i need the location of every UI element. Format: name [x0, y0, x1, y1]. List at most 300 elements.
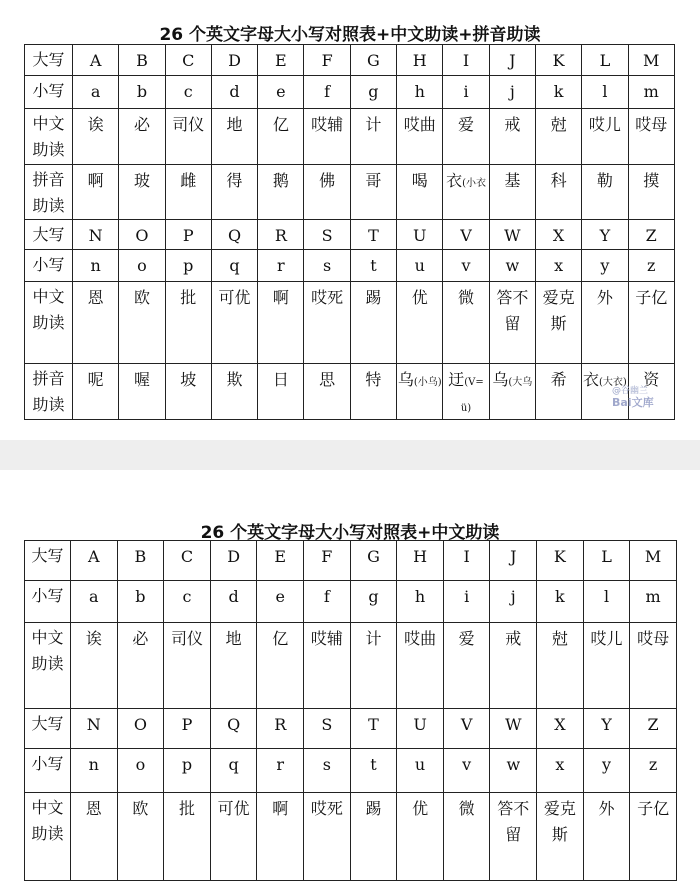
top-chart-title: 26 个英文字母大小写对照表+中文助读+拼音助读 [159, 25, 541, 45]
cell-text: q [228, 755, 239, 774]
cell-note: (大衣) [599, 377, 627, 388]
chinese-reading-cell [537, 793, 584, 881]
cell-text: 爱 [458, 629, 475, 648]
chinese-reading-cell [535, 282, 581, 364]
cell-text: a [90, 82, 101, 101]
lowercase-letter-cell [350, 581, 397, 623]
lowercase-letter-cell [257, 581, 304, 623]
cell-text: 诶 [87, 115, 104, 134]
cell-text: 优 [412, 799, 429, 818]
cell-text: 地 [226, 115, 243, 134]
cell-text: 欺 [226, 370, 243, 389]
pinyin-reading-cell [211, 364, 257, 420]
cell-text: P [181, 715, 193, 734]
cell-text: c [182, 587, 192, 606]
uppercase-letter-cell [258, 220, 304, 250]
pinyin-reading-cell [582, 165, 628, 220]
cell-text: 尅 [551, 629, 568, 648]
lowercase-letter-cell [443, 250, 489, 282]
lowercase-letter-cell [397, 749, 444, 793]
pinyin-reading-cell [350, 364, 396, 420]
cell-note: (小衣 [462, 178, 486, 189]
lowercase-letter-cell [165, 250, 211, 282]
cell-text: 哎死 [311, 288, 344, 307]
uppercase-letter-cell [630, 541, 677, 581]
cell-text: 乌 [397, 370, 414, 389]
cell-text: g [368, 82, 379, 101]
lowercase-letter-cell [397, 76, 443, 109]
cell-text: s [322, 755, 331, 774]
table-row-lower [25, 76, 675, 109]
cell-text: S [321, 715, 333, 734]
lowercase-letter-cell [443, 76, 489, 109]
lowercase-letter-cell [211, 76, 257, 109]
uppercase-letter-cell [71, 541, 118, 581]
row-header: 小写 [25, 76, 73, 109]
uppercase-letter-cell [210, 541, 257, 581]
lowercase-letter-cell [490, 749, 537, 793]
uppercase-letter-cell [397, 541, 444, 581]
cell-text: k [555, 587, 565, 606]
lowercase-letter-cell [350, 250, 396, 282]
chinese-reading-cell [443, 109, 489, 165]
cell-note: (V=ü) [460, 377, 484, 414]
table-row-upper [25, 45, 675, 76]
lowercase-letter-cell [489, 76, 535, 109]
cell-text: e [275, 587, 285, 606]
cell-text: 答不留 [496, 288, 529, 333]
cell-text: 外 [596, 288, 613, 307]
cell-text: m [643, 82, 659, 101]
cell-note: (小乌) [413, 377, 442, 388]
chinese-reading-cell [350, 282, 396, 364]
chinese-reading-cell [583, 623, 630, 709]
cell-text: l [602, 82, 608, 101]
cell-text: 必 [133, 115, 150, 134]
cell-text: j [509, 82, 515, 101]
cell-text: H [413, 547, 428, 566]
chinese-reading-cell [397, 282, 443, 364]
cell-text: 外 [598, 799, 615, 818]
row-header: 小写 [25, 749, 71, 793]
chinese-reading-cell [489, 109, 535, 165]
pinyin-reading-cell [73, 165, 119, 220]
cell-text: 戒 [505, 629, 522, 648]
cell-text: I [463, 547, 470, 566]
lowercase-letter-cell [210, 749, 257, 793]
pinyin-reading-cell [535, 165, 581, 220]
cell-text: B [134, 547, 147, 566]
cell-text: B [136, 51, 148, 70]
uppercase-letter-cell [119, 220, 165, 250]
chinese-reading-cell [165, 282, 211, 364]
lowercase-letter-cell [164, 749, 211, 793]
cell-text: o [135, 755, 146, 774]
lowercase-letter-cell [582, 76, 628, 109]
chinese-reading-cell [397, 793, 444, 881]
lowercase-letter-cell [304, 76, 350, 109]
row-header: 中文助读 [25, 282, 73, 364]
cell-text: 戒 [504, 115, 521, 134]
cell-text: 子亿 [637, 799, 670, 818]
cell-text: 答不留 [497, 799, 530, 844]
cell-text: V [460, 715, 473, 734]
uppercase-letter-cell [490, 541, 537, 581]
chinese-reading-cell [257, 623, 304, 709]
uppercase-letter-cell [304, 45, 350, 76]
cell-text: 迂 [448, 370, 465, 389]
cell-text: Y [599, 226, 611, 245]
cell-text: 乌 [492, 370, 509, 389]
row-header: 拼音助读 [25, 364, 73, 420]
chinese-reading-cell [583, 793, 630, 881]
cell-text: v [462, 755, 472, 774]
cell-text: 资 [643, 370, 660, 389]
chinese-reading-cell [304, 623, 351, 709]
cell-text: n [90, 256, 101, 275]
cell-text: K [552, 51, 565, 70]
lowercase-letter-cell [71, 749, 118, 793]
cell-text: 尅 [550, 115, 567, 134]
cell-text: 欧 [132, 799, 149, 818]
cell-text: Y [601, 715, 612, 734]
cell-text: N [86, 715, 101, 734]
lowercase-letter-cell [73, 76, 119, 109]
cell-text: 欧 [133, 288, 150, 307]
chinese-reading-cell [443, 282, 489, 364]
cell-text: W [504, 226, 521, 245]
cell-text: 爱克斯 [542, 288, 575, 333]
cell-text: 得 [226, 171, 243, 190]
chinese-reading-cell [490, 623, 537, 709]
cell-text: t [370, 755, 377, 774]
chinese-reading-cell [304, 282, 350, 364]
cell-text: W [505, 715, 522, 734]
pinyin-reading-cell [165, 364, 211, 420]
cell-text: D [227, 547, 241, 566]
cell-text: c [183, 82, 193, 101]
chinese-reading-cell [71, 623, 118, 709]
panel-divider [0, 440, 700, 470]
cell-text: 日 [272, 370, 289, 389]
uppercase-letter-cell [583, 709, 630, 749]
table-row-upper [25, 541, 677, 581]
chinese-reading-cell [628, 109, 674, 165]
cell-text: 子亿 [635, 288, 668, 307]
cell-text: 司仪 [171, 629, 204, 648]
row-header: 大写 [25, 541, 71, 581]
cell-text: l [603, 587, 610, 606]
cell-text: 啊 [87, 171, 104, 190]
top-letter-table [24, 44, 675, 420]
chinese-reading-cell [350, 109, 396, 165]
lowercase-letter-cell [443, 749, 490, 793]
lowercase-letter-cell [350, 749, 397, 793]
chinese-reading-cell [210, 793, 257, 881]
cell-text: R [274, 226, 287, 245]
uppercase-letter-cell [350, 541, 397, 581]
uppercase-letter-cell [537, 709, 584, 749]
cell-text: K [553, 547, 566, 566]
cell-text: Z [647, 715, 659, 734]
cell-text: L [599, 51, 611, 70]
cell-text: 司仪 [172, 115, 205, 134]
cell-text: q [229, 256, 240, 275]
cell-text: E [274, 51, 287, 70]
uppercase-letter-cell [628, 45, 674, 76]
cell-text: f [324, 82, 331, 101]
lowercase-letter-cell [304, 749, 351, 793]
cell-text: 批 [180, 288, 197, 307]
uppercase-letter-cell [304, 709, 351, 749]
cell-text: 爱 [458, 115, 475, 134]
lowercase-letter-cell [535, 250, 581, 282]
uppercase-letter-cell [443, 709, 490, 749]
cell-text: M [644, 547, 662, 566]
table-row-upper [25, 709, 677, 749]
cell-text: x [554, 256, 564, 275]
lowercase-letter-cell [210, 581, 257, 623]
pinyin-reading-cell [304, 364, 350, 420]
table-row-lower [25, 749, 677, 793]
uppercase-letter-cell [350, 709, 397, 749]
lowercase-letter-cell [397, 250, 443, 282]
lowercase-letter-cell [537, 749, 584, 793]
cell-text: 科 [550, 171, 567, 190]
cell-text: 摸 [643, 171, 660, 190]
row-header: 小写 [25, 250, 73, 282]
lowercase-letter-cell [117, 581, 164, 623]
cell-text: 必 [132, 629, 149, 648]
chinese-reading-cell [443, 793, 490, 881]
cell-text: C [182, 51, 195, 70]
row-header: 中文助读 [25, 623, 71, 709]
table-row-py [25, 364, 675, 420]
cell-text: p [183, 256, 194, 275]
cell-text: G [367, 547, 380, 566]
cell-text: y [601, 755, 612, 774]
cell-text: u [414, 755, 426, 774]
cell-text: r [276, 755, 285, 774]
row-header: 大写 [25, 220, 73, 250]
row-header: 大写 [25, 709, 71, 749]
uppercase-letter-cell [73, 45, 119, 76]
lowercase-letter-cell [583, 749, 630, 793]
row-header: 小写 [25, 581, 71, 623]
chinese-reading-cell [582, 282, 628, 364]
uppercase-letter-cell [257, 541, 304, 581]
chinese-reading-cell [257, 793, 304, 881]
lowercase-letter-cell [489, 250, 535, 282]
lowercase-letter-cell [537, 581, 584, 623]
cell-text: h [414, 82, 425, 101]
uppercase-letter-cell [164, 709, 211, 749]
cell-text: P [182, 226, 194, 245]
cell-text: 哎母 [635, 115, 668, 134]
cell-text: z [648, 755, 658, 774]
cell-text: X [552, 226, 565, 245]
row-header: 大写 [25, 45, 73, 76]
lowercase-letter-cell [71, 581, 118, 623]
chinese-reading-cell [119, 109, 165, 165]
lowercase-letter-cell [257, 749, 304, 793]
cell-text: 衣 [446, 171, 463, 190]
uppercase-letter-cell [211, 45, 257, 76]
lowercase-letter-cell [119, 250, 165, 282]
chinese-reading-cell [304, 793, 351, 881]
lowercase-letter-cell [117, 749, 164, 793]
cell-text: 雌 [180, 171, 197, 190]
uppercase-letter-cell [628, 220, 674, 250]
pinyin-reading-cell [397, 165, 443, 220]
cell-text: s [323, 256, 332, 275]
bottom-chart-panel [0, 470, 700, 890]
cell-text: 踢 [365, 288, 382, 307]
uppercase-letter-cell [165, 45, 211, 76]
cell-text: V [460, 226, 472, 245]
cell-text: 可优 [218, 288, 251, 307]
cell-text: w [505, 256, 520, 275]
cell-text: O [135, 226, 149, 245]
uppercase-letter-cell [583, 541, 630, 581]
table-row-py [25, 165, 675, 220]
chinese-reading-cell [73, 282, 119, 364]
uppercase-letter-cell [258, 45, 304, 76]
row-header: 中文助读 [25, 793, 71, 881]
cell-text: 哎曲 [404, 629, 437, 648]
table-row-zh [25, 109, 675, 165]
pinyin-reading-cell [165, 165, 211, 220]
chinese-reading-cell [304, 109, 350, 165]
cell-text: 思 [319, 370, 336, 389]
cell-text: 哎母 [637, 629, 670, 648]
uppercase-letter-cell [489, 45, 535, 76]
chinese-reading-cell [119, 282, 165, 364]
cell-text: x [555, 755, 565, 774]
lowercase-letter-cell [119, 76, 165, 109]
cell-text: 鹅 [272, 171, 289, 190]
chinese-reading-cell [258, 282, 304, 364]
cell-text: 勒 [596, 171, 613, 190]
cell-text: 恩 [85, 799, 102, 818]
cell-text: o [137, 256, 147, 275]
uppercase-letter-cell [117, 541, 164, 581]
uppercase-letter-cell [73, 220, 119, 250]
table-row-zh [25, 793, 677, 881]
cell-text: G [367, 51, 380, 70]
uppercase-letter-cell [397, 45, 443, 76]
uppercase-letter-cell [304, 541, 351, 581]
lowercase-letter-cell [630, 581, 677, 623]
lowercase-letter-cell [165, 76, 211, 109]
uppercase-letter-cell [537, 541, 584, 581]
chinese-reading-cell [443, 623, 490, 709]
chinese-reading-cell [71, 793, 118, 881]
cell-text: w [506, 755, 521, 774]
uppercase-letter-cell [117, 709, 164, 749]
uppercase-letter-cell [257, 709, 304, 749]
cell-text: T [368, 715, 379, 734]
chinese-reading-cell [630, 793, 677, 881]
cell-text: i [464, 587, 470, 606]
chinese-reading-cell [211, 109, 257, 165]
lowercase-letter-cell [164, 581, 211, 623]
cell-text: 啊 [272, 799, 289, 818]
uppercase-letter-cell [582, 220, 628, 250]
cell-text: 特 [365, 370, 382, 389]
lowercase-letter-cell [443, 581, 490, 623]
pinyin-reading-cell [535, 364, 581, 420]
pinyin-reading-cell [119, 165, 165, 220]
row-header: 拼音助读 [25, 165, 73, 220]
bottom-chart-title: 26 个英文字母大小写对照表+中文助读 [200, 523, 500, 543]
cell-text: 玻 [133, 171, 150, 190]
pinyin-reading-cell [258, 364, 304, 420]
cell-text: 哎辅 [311, 115, 344, 134]
cell-text: 批 [179, 799, 196, 818]
cell-text: 计 [365, 629, 382, 648]
lowercase-letter-cell [582, 250, 628, 282]
cell-text: A [89, 51, 102, 70]
lowercase-letter-cell [304, 250, 350, 282]
lowercase-letter-cell [628, 76, 674, 109]
chinese-reading-cell [164, 623, 211, 709]
cell-text: z [646, 256, 656, 275]
uppercase-letter-cell [443, 220, 489, 250]
cell-text: h [414, 587, 426, 606]
cell-text: 佛 [319, 171, 336, 190]
cell-text: u [414, 256, 425, 275]
cell-text: E [274, 547, 287, 566]
cell-text: C [180, 547, 194, 566]
lowercase-letter-cell [630, 749, 677, 793]
uppercase-letter-cell [489, 220, 535, 250]
cell-text: 希 [550, 370, 567, 389]
pinyin-reading-cell [258, 165, 304, 220]
pinyin-reading-cell [73, 364, 119, 420]
cell-text: U [413, 715, 427, 734]
cell-text: 基 [504, 171, 521, 190]
chinese-reading-cell [397, 109, 443, 165]
cell-text: D [228, 51, 241, 70]
chinese-reading-cell [537, 623, 584, 709]
watermark-handle: @谷幽兰 [612, 386, 649, 396]
lowercase-letter-cell [304, 581, 351, 623]
lowercase-letter-cell [490, 581, 537, 623]
cell-text: 踢 [365, 799, 382, 818]
cell-text: F [321, 547, 333, 566]
cell-text: J [509, 51, 516, 70]
cell-text: r [277, 256, 285, 275]
cell-text: T [368, 226, 379, 245]
cell-text: H [412, 51, 427, 70]
cell-text: X [554, 715, 566, 734]
pinyin-reading-cell [443, 165, 489, 220]
chinese-reading-cell [165, 109, 211, 165]
cell-text: e [276, 82, 286, 101]
pinyin-reading-cell [628, 165, 674, 220]
cell-text: b [135, 587, 146, 606]
chinese-reading-cell [164, 793, 211, 881]
uppercase-letter-cell [443, 45, 489, 76]
lowercase-letter-cell [535, 76, 581, 109]
cell-text: n [88, 755, 99, 774]
chinese-reading-cell [117, 793, 164, 881]
cell-text: j [510, 587, 516, 606]
cell-text: 微 [458, 799, 475, 818]
cell-text: d [228, 587, 239, 606]
uppercase-letter-cell [582, 45, 628, 76]
